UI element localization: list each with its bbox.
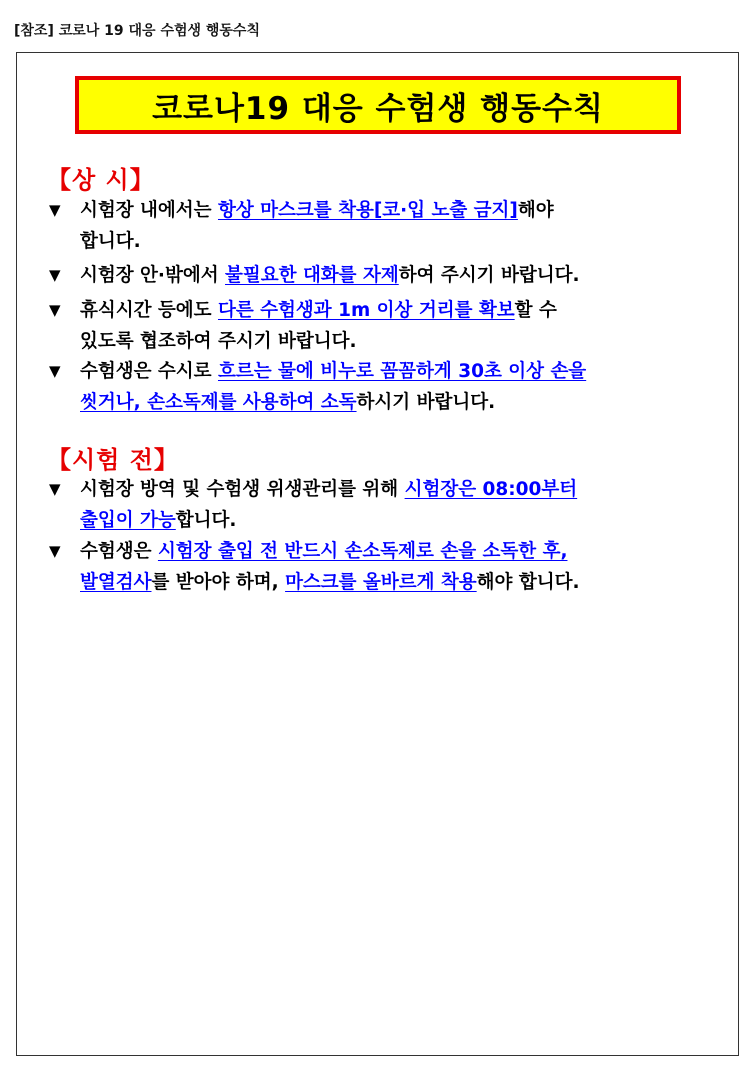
highlighted-text: 시험장 출입 전 반드시 손소독제로 손을 소독한 후, xyxy=(157,541,568,562)
highlighted-text: 불필요한 대화를 자제 xyxy=(225,265,399,286)
guideline-item xyxy=(49,195,699,257)
page-title: 코로나19 대응 수험생 행동수칙 xyxy=(152,90,604,127)
guideline-text: 를 받아야 하며, xyxy=(151,572,286,593)
guideline-text: 휴식시간 등에도 xyxy=(80,300,218,321)
guideline-line xyxy=(49,260,699,291)
highlighted-text: 흐르는 물에 비누로 꼼꼼하게 30초 이상 손을 xyxy=(217,361,587,382)
guideline-line xyxy=(49,326,699,357)
section-heading: 【상 시】 xyxy=(47,166,155,194)
triangle-bullet-icon: ▼ xyxy=(49,480,61,498)
highlighted-text: 시험장은 08:00부터 xyxy=(404,479,578,500)
guideline-text: 하시기 바랍니다. xyxy=(356,392,496,413)
highlighted-text: 씻거나, 손소독제를 사용하여 소독 xyxy=(80,392,357,413)
triangle-bullet-icon: ▼ xyxy=(49,301,61,319)
document-caption: [참조] 코로나 19 대응 수험생 행동수칙 xyxy=(14,23,260,39)
highlighted-text: 다른 수험생과 1m 이상 거리를 확보 xyxy=(217,300,515,321)
guideline-item xyxy=(49,356,699,418)
highlighted-text: 마스크를 올바르게 착용 xyxy=(285,572,477,593)
highlighted-text: 항상 마스크를 착용[코·입 노출 금지] xyxy=(217,200,518,221)
guideline-line xyxy=(49,195,699,226)
guideline-item xyxy=(49,295,699,357)
guideline-text: 하여 주시기 바랍니다. xyxy=(398,265,580,286)
guideline-text: 있도록 협조하여 주시기 바랍니다. xyxy=(80,331,357,352)
guideline-text: 해야 xyxy=(517,200,554,221)
guideline-line xyxy=(49,387,699,418)
guideline-text: 수험생은 xyxy=(80,541,158,562)
guideline-item xyxy=(49,260,699,291)
guideline-text: 할 수 xyxy=(514,300,557,321)
guideline-text: 시험장 내에서는 xyxy=(80,200,218,221)
triangle-bullet-icon: ▼ xyxy=(49,362,61,380)
guideline-item xyxy=(49,474,699,536)
guideline-line xyxy=(49,356,699,387)
guideline-line xyxy=(49,295,699,326)
guideline-text: 시험장 방역 및 수험생 위생관리를 위해 xyxy=(80,479,405,500)
guideline-line xyxy=(49,474,699,505)
section-heading: 【시험 전】 xyxy=(47,446,179,474)
guideline-line xyxy=(49,536,699,567)
triangle-bullet-icon: ▼ xyxy=(49,201,61,219)
guideline-item xyxy=(49,536,699,598)
guideline-line xyxy=(49,226,699,257)
guideline-text: 시험장 안·밖에서 xyxy=(80,265,226,286)
guideline-line xyxy=(49,567,699,598)
title-banner xyxy=(75,76,681,134)
guideline-text: 수험생은 수시로 xyxy=(80,361,218,382)
triangle-bullet-icon: ▼ xyxy=(49,542,61,560)
guideline-text: 합니다. xyxy=(80,231,141,252)
highlighted-text: 출입이 가능 xyxy=(80,510,176,531)
guideline-text: 해야 합니다. xyxy=(476,572,580,593)
guideline-text: 합니다. xyxy=(175,510,237,531)
triangle-bullet-icon: ▼ xyxy=(49,266,61,284)
highlighted-text: 발열검사 xyxy=(80,572,152,593)
guideline-line xyxy=(49,505,699,536)
